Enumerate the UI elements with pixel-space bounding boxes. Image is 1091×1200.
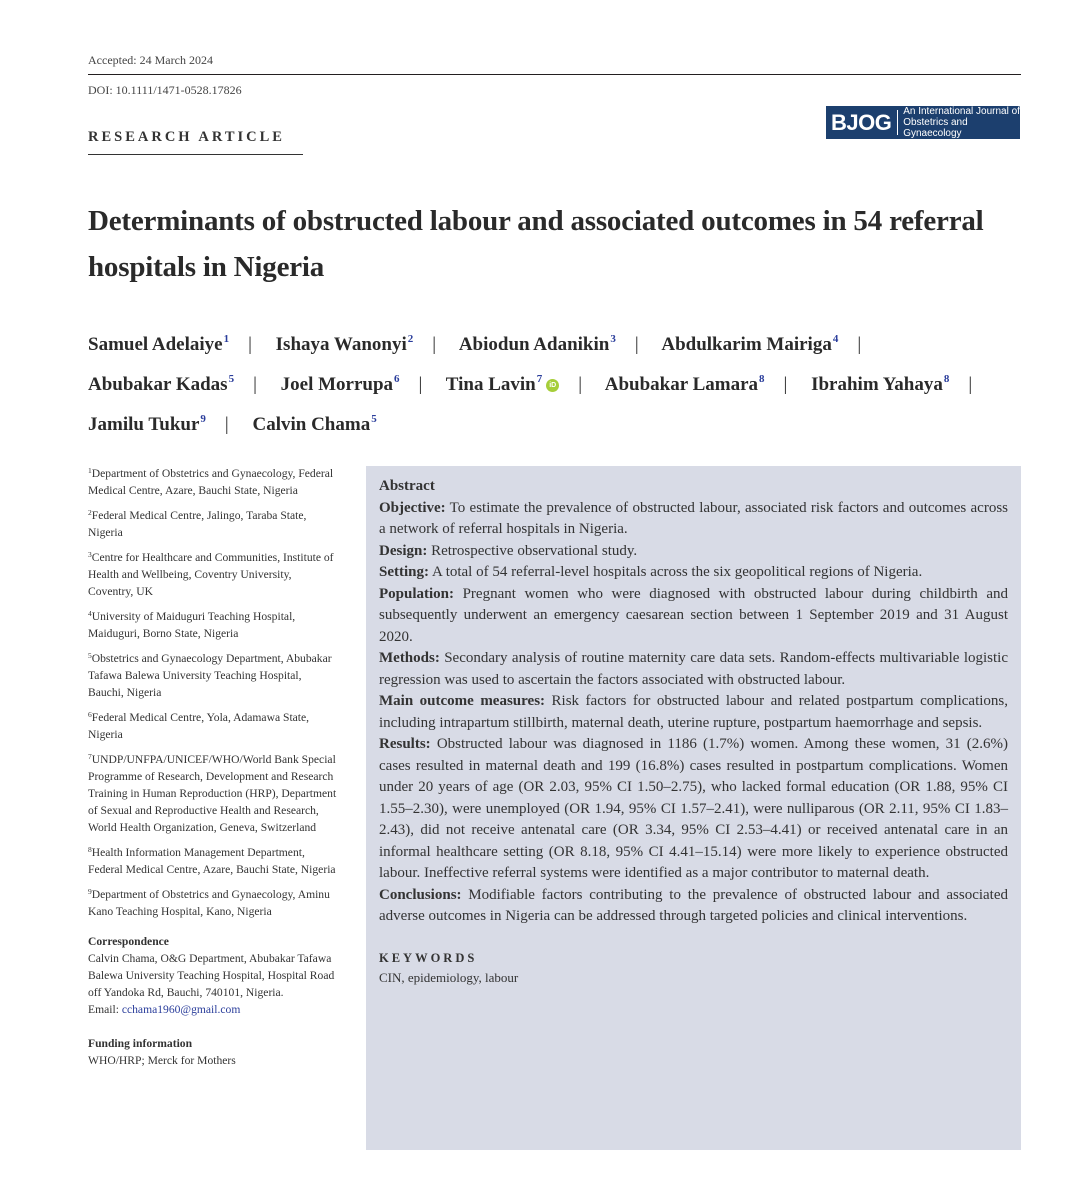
affiliation-marker[interactable]: 9: [200, 413, 206, 425]
abstract-conclusions: Conclusions: Modifiable factors contributing to the prevalence of obstructed labour and associated adverse outcomes in Nigeria can be addressed through targeted policies and clinical interventions.: [379, 886, 1009, 924]
affiliation: $^5$Obstetrics and Gynaecology Department, Abubakar Tafawa Balewa University Teaching Hospital, Bauchi, Nigeria: [88, 651, 332, 699]
author[interactable]: Calvin Chama$^5$: [252, 413, 377, 435]
abstract-main-outcomes: Main outcome measures: Risk factors for obstructed labour and related postpartum complications, including intrapartum stillbirth, maternal death, uterine rupture, postpartum haemorrhage and sepsis.: [379, 693, 1008, 731]
doi[interactable]: DOI: 10.1111/1471-0528.17826: [88, 83, 242, 97]
abstract-results: Results: Obstructed labour was diagnosed in 1186 (1.7%) women. Among these women, 31 (2.6%) cases resulted in maternal death and 199 (16.8%) cases resulted in postpartum complications. Women under 20 years of age (OR 2.03, 95% CI 1.50–2.75), who lacked formal education (OR 1.88, 95% CI 1.55–2.30), were unemployed (OR 1.94, 95% CI 1.57–2.41), were nulliparous (OR 2.11, 95% CI 1.83–2.43), did not receive antenatal care (OR 3.34, 95% CI 2.53–4.41) or received antenatal care in an informal healthcare setting (OR 8.18, 95% CI 4.41–15.14) were more likely to experience obstructed labour. Ineffective referral systems were identified as a major contributor to maternal death.: [379, 736, 1009, 881]
affiliation-marker[interactable]: 8: [759, 373, 765, 385]
affiliation: $^1$Department of Obstetrics and Gynaecology, Federal Medical Centre, Azare, Bauchi State, Nigeria: [88, 466, 334, 497]
abstract-objective: Objective: To estimate the prevalence of obstructed labour, associated risk factors and outcomes across a network of referral hospitals in Nigeria.: [379, 499, 1008, 537]
author[interactable]: Ibrahim Yahaya$^8$: [811, 373, 950, 395]
affiliation-marker[interactable]: 8: [943, 373, 950, 385]
article-type: RESEARCH ARTICLE: [88, 129, 285, 145]
author-list: Samuel Adelaiye$^1$ | Ishaya Wanonyi$^2$ | Abiodun Adanikin$^3$ | Abdulkarim Mairiga$^4$ | Abubakar Kadas$^5$ | Joel Morrupa$^6$ | Tina Lavin$^7$iD | Abubakar Lamara$^8$ | Ibrahim Yahaya$^8$ | Jamilu Tukur$^9$ | Calvin Chama$^5$: [88, 333, 973, 435]
journal-abbr: BJOG: [831, 109, 892, 135]
article-title: Determinants of obstructed labour and associated outcomes in 54 referral hospitals in Nigeria: [88, 205, 984, 283]
author[interactable]: Abdulkarim Mairiga$^4$: [661, 333, 839, 355]
funding-text: WHO/HRP; Merck for Mothers: [88, 1054, 236, 1067]
author[interactable]: Ishaya Wanonyi$^2$: [275, 333, 414, 355]
header-rule: [88, 74, 1021, 75]
affiliation: $^7$UNDP/UNFPA/UNICEF/WHO/World Bank Special Programme of Research, Development and Research Training in Human Reproduction (HRP), Department of Sexual and Reproductive Health and Research, World Health Organization, Geneva, Switzerland: [88, 752, 337, 834]
article-type-underline: [88, 154, 303, 155]
author[interactable]: Tina Lavin$^7$iD: [446, 374, 559, 395]
orcid-icon[interactable]: iD: [546, 379, 559, 392]
affiliation: $^4$University of Maiduguri Teaching Hospital, Maiduguri, Borno State, Nigeria: [88, 609, 296, 640]
abstract-population: Population: Pregnant women who were diagnosed with obstructed labour during childbirth and subsequently underwent an emergency caesarean section between 1 September 2019 and 31 August 2020.: [379, 585, 1009, 645]
affiliation-marker[interactable]: 7: [536, 373, 543, 385]
author[interactable]: Samuel Adelaiye$^1$: [88, 333, 230, 355]
affiliation: $^3$Centre for Healthcare and Communities, Institute of Health and Wellbeing, Coventry University, Coventry, UK: [88, 550, 334, 598]
journal-name-line1: An International Journal of: [903, 106, 1020, 117]
affiliation-marker[interactable]: 6: [394, 373, 400, 385]
journal-logo: [826, 106, 1020, 139]
author[interactable]: Abubakar Lamara$^8$: [604, 373, 765, 395]
email-label: Email:: [88, 1003, 119, 1016]
email-link[interactable]: cchama1960@gmail.com: [121, 1003, 241, 1016]
correspondence-heading: Correspondence: [88, 935, 169, 948]
affiliation: $^9$Department of Obstetrics and Gynaecology, Aminu Kano Teaching Hospital, Kano, Nigeria: [88, 887, 330, 918]
correspondence-email-line: [88, 1001, 338, 1018]
abstract-heading: Abstract: [379, 478, 435, 494]
accepted-date: Accepted: 24 March 2024: [88, 53, 213, 67]
journal-name-line2: Obstetrics and Gynaecology: [903, 117, 968, 139]
author[interactable]: Joel Morrupa$^6$: [280, 373, 400, 395]
affiliation-marker[interactable]: 5: [228, 373, 235, 385]
correspondence-text: Calvin Chama, O&G Department, Abubakar Tafawa Balewa University Teaching Hospital, Hospital Road off Yandoka Rd, Bauchi, 740101, Nigeria.: [88, 952, 335, 999]
author[interactable]: Abubakar Kadas$^5$: [88, 373, 235, 395]
journal-full-name: [898, 106, 1020, 139]
sidebar: [88, 462, 338, 1069]
keywords-heading: KEYWORDS: [379, 950, 478, 965]
keywords-list: CIN, epidemiology, labour: [379, 970, 519, 985]
affiliation: $^2$Federal Medical Centre, Jalingo, Taraba State, Nigeria: [88, 508, 307, 539]
affiliation: $^6$Federal Medical Centre, Yola, Adamawa State, Nigeria: [88, 710, 310, 741]
author[interactable]: Jamilu Tukur$^9$: [88, 413, 206, 435]
abstract-methods: Methods: Secondary analysis of routine maternity care data sets. Random-effects multivariable logistic regression was used to ascertain the factors associated with obstructed labour.: [379, 650, 1009, 688]
abstract-box: [366, 466, 1021, 1150]
funding-heading: Funding information: [88, 1037, 193, 1050]
affiliation-marker[interactable]: 4: [832, 333, 839, 345]
affiliation-marker[interactable]: 5: [371, 413, 377, 425]
affiliation-marker[interactable]: 3: [610, 333, 616, 345]
affiliation: $^8$Health Information Management Department, Federal Medical Centre, Azare, Bauchi State, Nigeria: [88, 845, 336, 876]
abstract-setting: Setting: A total of 54 referral-level hospitals across the six geopolitical regions of Nigeria.: [379, 564, 923, 580]
abstract-design: Design: Retrospective observational study.: [379, 542, 638, 559]
author[interactable]: Abiodun Adanikin$^3$: [458, 333, 616, 355]
affiliation-marker[interactable]: 2: [407, 333, 414, 345]
affiliation-marker[interactable]: 1: [223, 333, 230, 345]
